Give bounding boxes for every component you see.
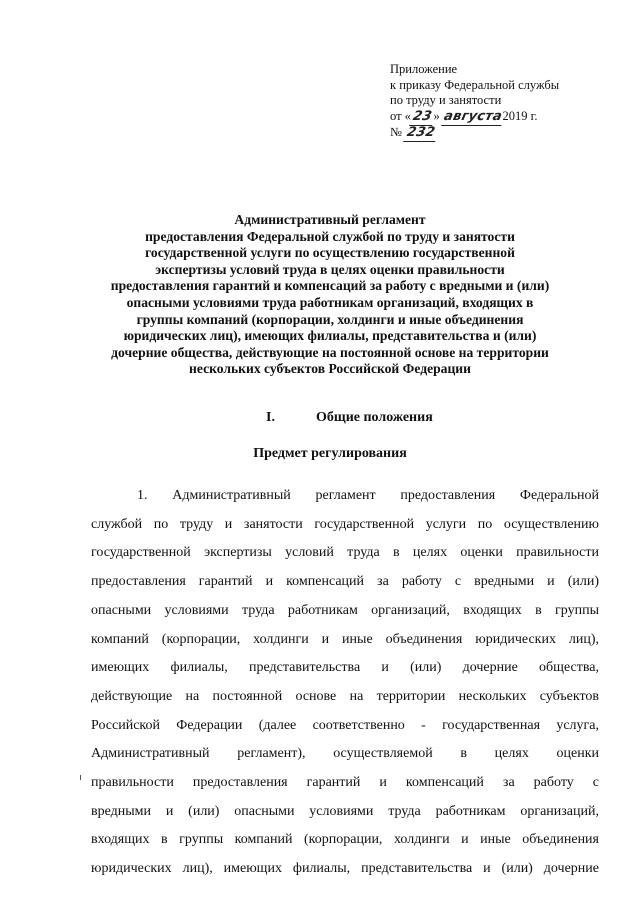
paragraph-line: вредными и (или) опасными условиями труда работникам организаций, [91, 803, 599, 819]
paragraph-line: Российской Федерации (далее соответственно - государственная услуга, [91, 717, 599, 733]
annex-block [390, 62, 610, 142]
paragraph-line: компаний (корпорации, холдинги и иные объединения юридических лиц), [91, 631, 599, 647]
annex-date-prefix: от « [390, 108, 411, 123]
section-number: I. [266, 410, 275, 425]
section-name: Общие положения [316, 410, 433, 425]
title-line: Административный регламент [234, 212, 426, 227]
margin-mark [80, 775, 81, 780]
annex-number-prefix: № [390, 125, 402, 139]
handwritten-month: августа [442, 108, 504, 124]
paragraph-line: Административный регламент), осуществляемой в целях оценки [91, 746, 599, 762]
title-line: предоставления гарантий и компенсаций за работу с вредными и (или) [110, 278, 550, 294]
paragraph-line: правильности предоставления гарантий и компенсаций за работу с [91, 775, 599, 791]
handwritten-day: 23 [409, 109, 435, 126]
annex-line-1: Приложение [390, 62, 458, 76]
paragraph-line: входящих в группы компаний (корпорации, холдинги и иные объединения [91, 832, 599, 848]
title-line: опасными условиями труда работникам организаций, входящих в [126, 294, 534, 310]
paragraph-line: опасными условиями труда работникам организаций, входящих в группы [91, 602, 599, 618]
title-line: государственной услуги по осуществлению государственной [145, 245, 515, 261]
annex-date-year: 2019 г. [502, 108, 538, 123]
annex-date-line [390, 109, 610, 126]
paragraph-line: службой по труду и занятости государственной услуги по осуществлению [91, 516, 599, 532]
title-line: дочерние общества, действующие на постоянной основе на территории [111, 344, 549, 360]
annex-line-2: к приказу Федеральной службы [390, 77, 560, 92]
title-line: юридических лиц), имеющих филиалы, представительства и (или) [123, 328, 537, 344]
title-line: нескольких субъектов Российской Федерации [189, 361, 471, 377]
title-line: предоставления Федеральной службой по труду и занятости [145, 228, 515, 244]
annex-date-mid: » [433, 108, 440, 123]
subsection-heading: Предмет регулирования [253, 446, 407, 461]
document-title [60, 212, 600, 378]
paragraph-line: 1. Административный регламент предоставления Федеральной [137, 488, 599, 503]
paragraph-line: предоставления гарантий и компенсаций за работу с вредными и (или) [91, 574, 599, 590]
handwritten-number: 232 [403, 125, 438, 142]
annex-number-line [390, 125, 610, 142]
paragraph-line: юридических лиц), имеющих филиалы, представительства и (или) дочерние [91, 861, 599, 877]
paragraph-line: имеющих филиалы, представительства и (или) дочерние общества, [91, 660, 599, 676]
paragraph-line: действующие на постоянной основе на территории нескольких субъектов [91, 688, 599, 704]
annex-line-3: по труду и занятости [390, 93, 502, 107]
paragraph-line: государственной экспертизы условий труда в целях оценки правильности [91, 545, 599, 561]
title-line: экспертизы условий труда в целях оценки правильности [155, 261, 505, 277]
paragraph-1 [91, 482, 599, 884]
title-line: группы компаний (корпорации, холдинги и иные объединения [136, 311, 524, 327]
